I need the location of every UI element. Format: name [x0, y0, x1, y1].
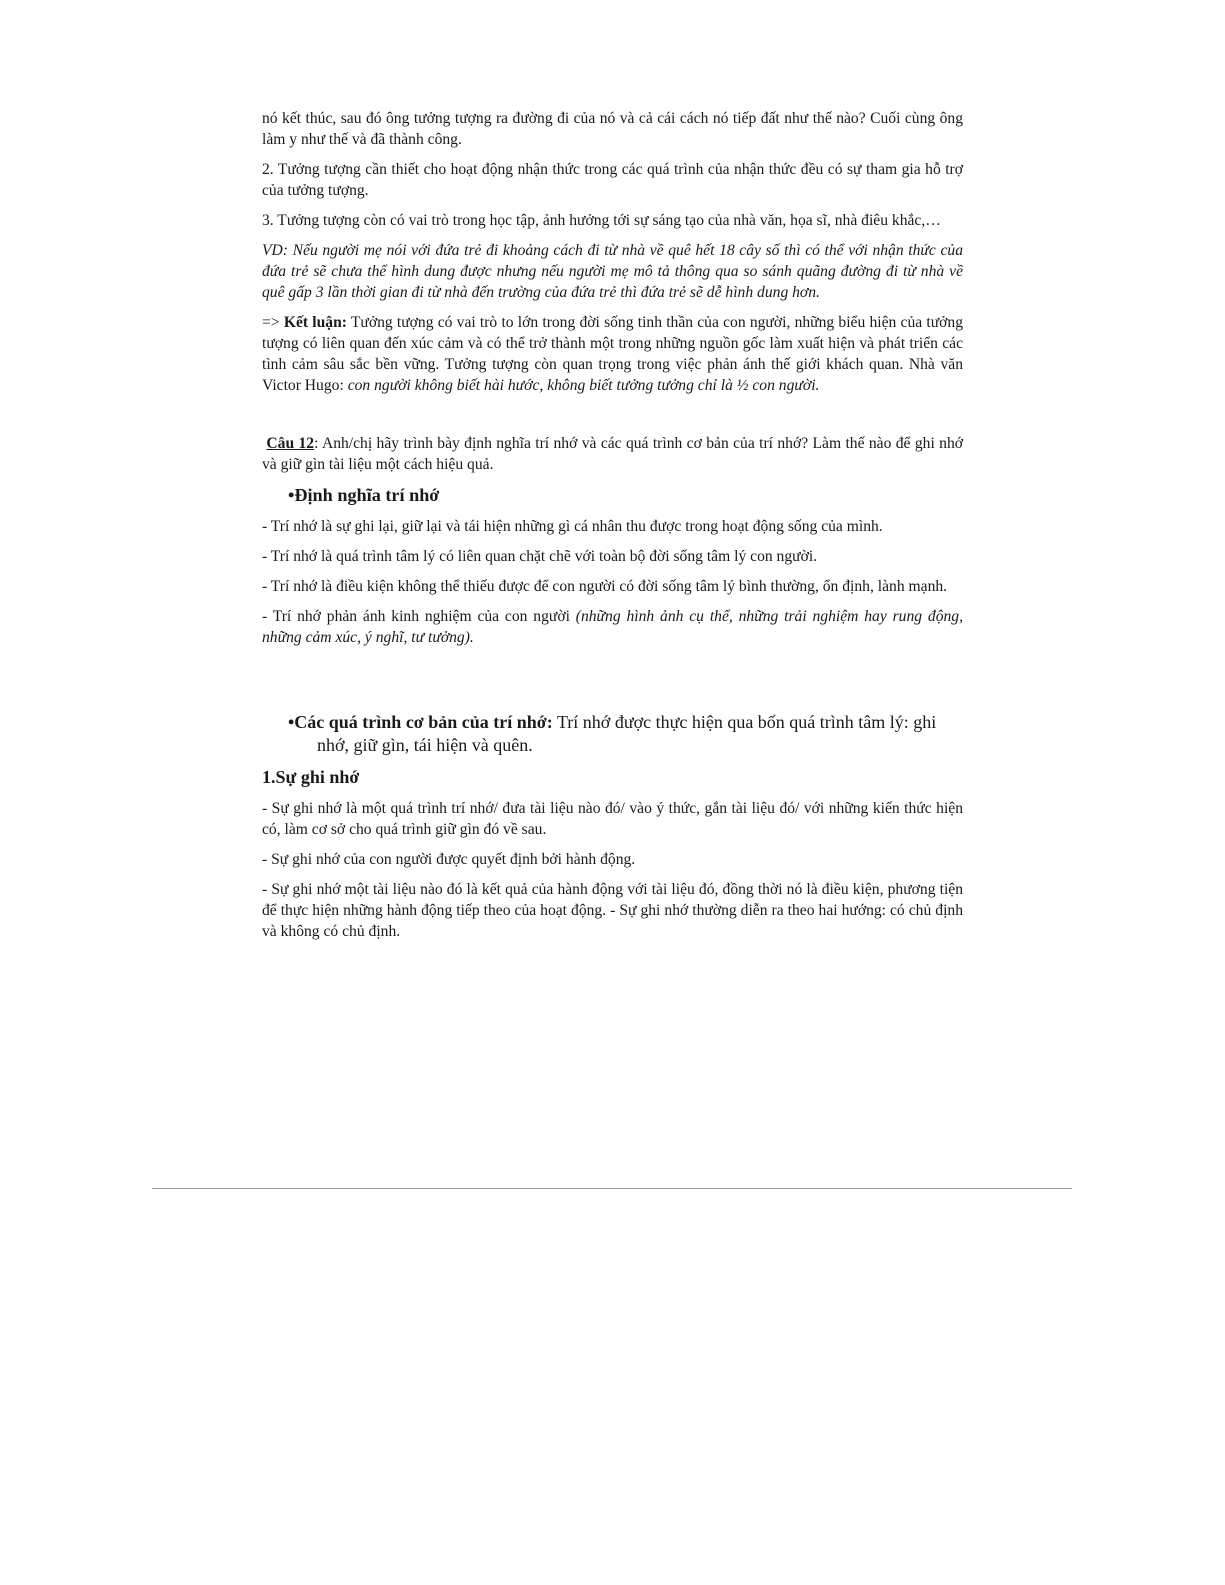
- conclusion-arrow: =>: [262, 314, 284, 331]
- processes-heading-bold: •Các quá trình cơ bản của trí nhớ:: [288, 712, 553, 732]
- definition-item-4-italic: (những hình ảnh cụ thể, những trải nghiệm hay rung động, những cảm xúc, ý nghĩ, tư tưởng).: [262, 608, 963, 646]
- memorization-item-3: - Sự ghi nhớ một tài liệu nào đó là kết quả của hành động với tài liệu đó, đồng thời nó là điều kiện, phương tiện để thực hiện những hành động tiếp theo của hoạt động. - Sự ghi nhớ thường diễn ra theo hai hướng: có chủ định và không có chủ định.: [262, 881, 963, 940]
- memorization-item-2: - Sự ghi nhớ của con người được quyết định bởi hành động.: [262, 851, 636, 868]
- definition-item-4: [262, 606, 963, 648]
- definition-item-2: - Trí nhớ là quá trình tâm lý có liên quan chặt chẽ với toàn bộ đời sống tâm lý con người.: [262, 548, 818, 565]
- page-divider: [152, 1188, 1072, 1189]
- memorization-heading: 1.Sự ghi nhớ: [262, 767, 360, 787]
- conclusion-text: Tưởng tượng có vai trò to lớn trong đời sống tinh thần của con người, những biểu hiện của tưởng tượng có liên quan đến xúc cảm và có thể trở thành một trong những nguồn gốc làm xuất hiện và phát triển các tình cảm sâu sắc bền vững. Tưởng tượng còn quan trọng trong việc phản ánh thế giới khách quan. Nhà văn Victor Hugo:: [262, 314, 963, 394]
- document-page: [262, 108, 963, 951]
- spacer: [262, 405, 963, 433]
- definition-item-4-text: - Trí nhớ phản ánh kinh nghiệm của con người: [262, 608, 576, 625]
- definition-item-1: - Trí nhớ là sự ghi lại, giữ lại và tái hiện những gì cá nhân thu được trong hoạt động sống của mình.: [262, 518, 883, 535]
- processes-heading-text: Trí nhớ được thực hiện qua bốn quá trình tâm lý: ghi nhớ, giữ gìn, tái hiện và quên.: [317, 712, 937, 755]
- definition-heading: •Định nghĩa trí nhớ: [288, 485, 440, 505]
- conclusion-paragraph: [262, 312, 963, 396]
- memorization-item-1: - Sự ghi nhớ là một quá trình trí nhớ/ đưa tài liệu nào đó/ vào ý thức, gắn tài liệu đó/ với những kiến thức hiện có, làm cơ sở cho quá trình giữ gìn đó về sau.: [262, 800, 963, 838]
- example-paragraph: VD: Nếu người mẹ nói với đứa trẻ đi khoảng cách đi từ nhà về quê hết 18 cây số thì có thể với nhận thức của đứa trẻ sẽ chưa thể hình dung được nhưng nếu người mẹ mô tả thông qua so sánh quãng đường đi từ nhà về quê gấp 3 lần thời gian đi từ nhà đến trường của đứa trẻ thì đứa trẻ sẽ dễ hình dung hơn.: [262, 242, 963, 301]
- point-2: 2. Tưởng tượng cần thiết cho hoạt động nhận thức trong các quá trình của nhận thức đều có sự tham gia hỗ trợ của tưởng tượng.: [262, 161, 963, 199]
- question-text: : Anh/chị hãy trình bày định nghĩa trí nhớ và các quá trình cơ bản của trí nhớ? Làm thế nào để ghi nhớ và giữ gìn tài liệu một cách hiệu quả.: [262, 435, 963, 473]
- point-3: 3. Tưởng tượng còn có vai trò trong học tập, ảnh hưởng tới sự sáng tạo của nhà văn, họa sĩ, nhà điêu khắc,…: [262, 212, 941, 229]
- question-label: Câu 12: [266, 435, 315, 452]
- conclusion-quote: con người không biết hài hước, không biết tưởng tưởng chỉ là ½ con người.: [347, 377, 820, 394]
- question-paragraph: [262, 433, 963, 475]
- definition-item-3: - Trí nhớ là điều kiện không thể thiếu được để con người có đời sống tâm lý bình thường, ổn định, lành mạnh.: [262, 578, 948, 595]
- continuation-paragraph: nó kết thúc, sau đó ông tưởng tượng ra đường đi của nó và cả cái cách nó tiếp đất như thế nào? Cuối cùng ông làm y như thế và đã thành công.: [262, 110, 963, 148]
- processes-heading: [288, 711, 963, 757]
- spacer: [262, 657, 963, 711]
- conclusion-label: Kết luận:: [283, 314, 347, 331]
